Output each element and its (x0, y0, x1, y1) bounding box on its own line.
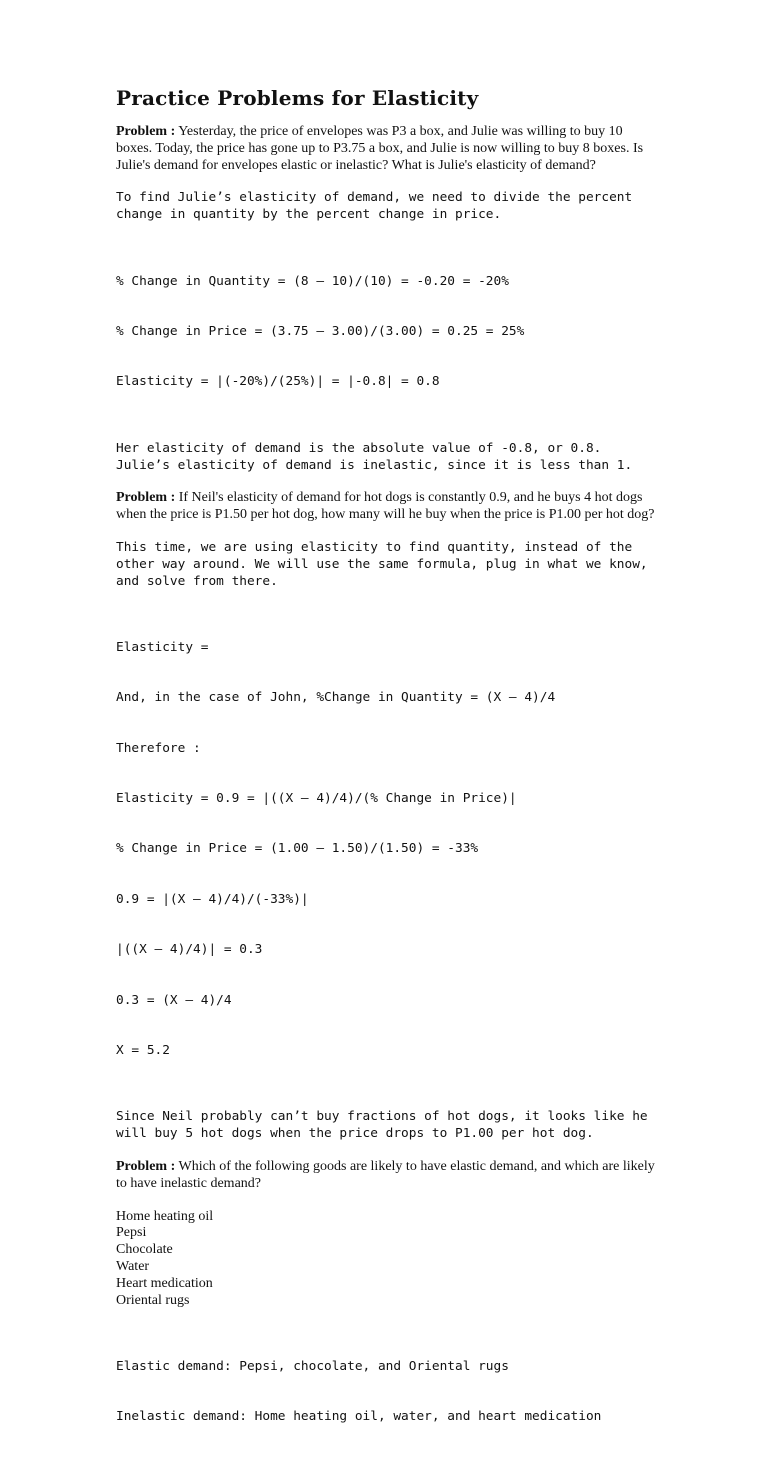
calc-line: % Change in Price = (3.75 – 3.00)/(3.00) = 0.25 = 25% (116, 323, 525, 339)
problem-1-question (116, 124, 656, 174)
calc-line: Therefore : (116, 740, 201, 756)
calc-line: % Change in Quantity = (8 – 10)/(10) = -0.20 = -20% (116, 273, 509, 289)
list-item: Chocolate (116, 1242, 173, 1258)
problem-3-answers (116, 1325, 656, 1459)
list-item: Home heating oil (116, 1208, 214, 1224)
goods-list (116, 1209, 656, 1310)
problem-1-text: Yesterday, the price of envelopes was P3 a box, and Julie was willing to buy 10 boxes. Today, the price has gone up to P3.75 a box, and Julie is now willing to buy 8 boxes. Is Julie's demand for envelopes elastic or inelastic? What is Julie's elasticity of demand? (116, 124, 644, 173)
calc-line: And, in the case of John, %Change in Quantity = (X – 4)/4 (116, 690, 556, 706)
list-item: Water (116, 1259, 150, 1275)
calc-line: X = 5.2 (116, 1043, 170, 1059)
problem-1-calculation (116, 240, 656, 425)
answer-inelastic: Inelastic demand: Home heating oil, water, and heart medication (116, 1409, 602, 1425)
problem-2-conclusion: Since Neil probably can’t buy fractions of hot dogs, it looks like he will buy 5 hot dogs when the price drops to P1.00 per hot dog. (116, 1109, 656, 1142)
calc-line: |((X – 4)/4)| = 0.3 (116, 942, 263, 958)
calc-line: 0.9 = |(X – 4)/4)/(-33%)| (116, 891, 309, 907)
calc-line: Elasticity = 0.9 = |((X – 4)/4)/(% Change in Price)| (116, 791, 517, 807)
problem-2-question (116, 490, 656, 524)
document-page (116, 86, 656, 1476)
problem-label: Problem : (116, 1159, 176, 1175)
calc-line: 0.3 = (X – 4)/4 (116, 992, 232, 1008)
problem-3-question (116, 1159, 656, 1193)
problem-label: Problem : (116, 490, 176, 506)
problem-2-text: If Neil's elasticity of demand for hot dogs is constantly 0.9, and he buys 4 hot dogs when the price is P1.50 per hot dog, how many will he buy when the price is P1.00 per hot dog? (116, 490, 655, 523)
problem-2-intro: This time, we are using elasticity to find quantity, instead of the other way around. We will use the same formula, plug in what we know, and solve from there. (116, 539, 656, 589)
list-item: Heart medication (116, 1275, 213, 1291)
problem-1-intro: To find Julie’s elasticity of demand, we need to divide the percent change in quantity by the percent change in price. (116, 190, 640, 223)
calc-line: Elasticity = |(-20%)/(25%)| = |-0.8| = 0.8 (116, 374, 440, 390)
calc-line: % Change in Price = (1.00 – 1.50)/(1.50) = -33% (116, 841, 479, 857)
answer-elastic: Elastic demand: Pepsi, chocolate, and Oriental rugs (116, 1359, 509, 1374)
problem-label: Problem : (116, 124, 176, 139)
problem-1-conclusion: Her elasticity of demand is the absolute value of -0.8, or 0.8. Julie’s elasticity of demand is inelastic, since it is less than 1. (116, 440, 633, 473)
problem-2-calculation (116, 606, 656, 1093)
list-item: Pepsi (116, 1225, 147, 1241)
calc-line: Elasticity = (116, 639, 209, 655)
list-item: Oriental rugs (116, 1292, 190, 1308)
problem-3-text: Which of the following goods are likely to have elastic demand, and which are likely to have inelastic demand? (116, 1159, 655, 1191)
page-title: Practice Problems for Elasticity (116, 86, 479, 110)
